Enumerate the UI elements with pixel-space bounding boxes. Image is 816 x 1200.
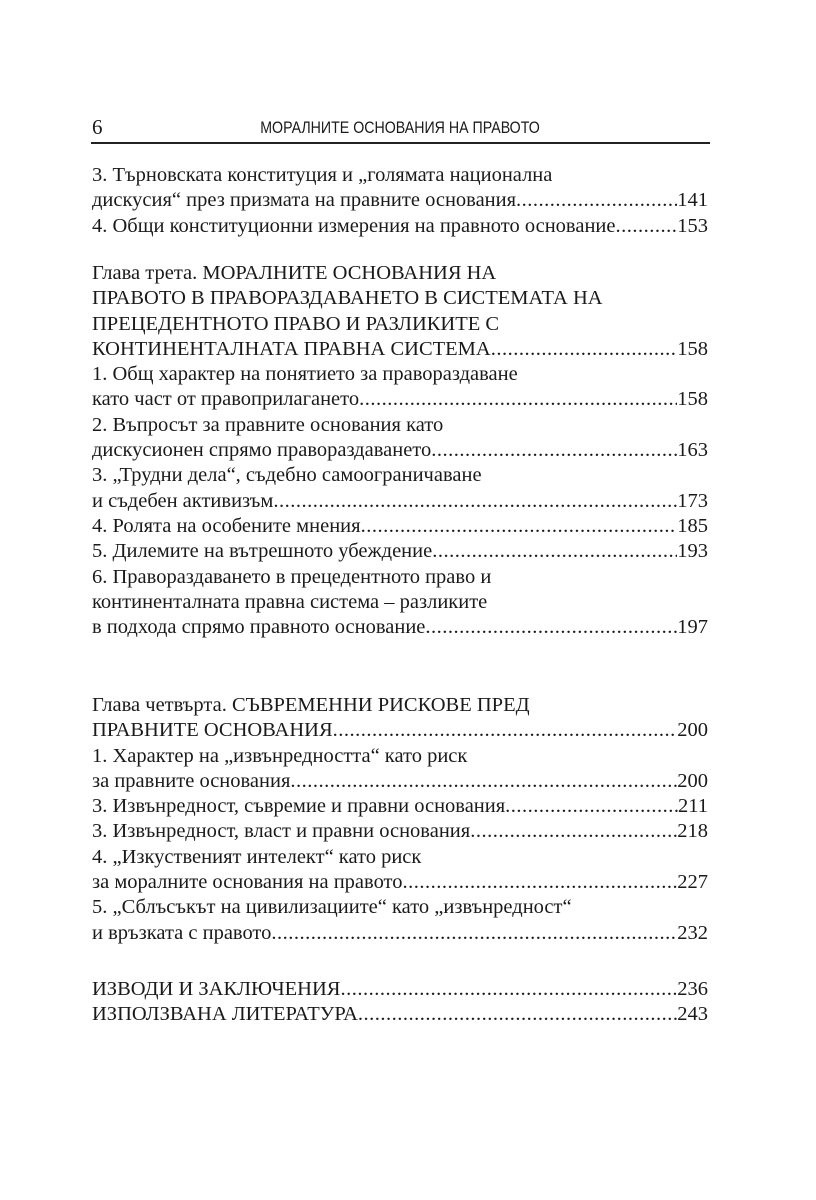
dot-leader (361, 514, 678, 539)
toc-group-chapter-4 (92, 693, 708, 946)
toc-entry-continued (92, 362, 708, 387)
dot-leader (358, 1002, 677, 1027)
toc-page-number: 173 (677, 489, 708, 512)
toc-entry-text: за правните основания (92, 769, 291, 792)
toc-entry-text: за моралните основания на правото (92, 871, 403, 894)
toc-page-number: 227 (677, 871, 708, 894)
toc-entry (92, 769, 708, 794)
toc-entry-text: дискусия“ през призмата на правните основания (92, 189, 517, 212)
dot-leader (425, 615, 677, 640)
toc-entry-text: и връзката с правото (92, 921, 272, 944)
toc-entry (92, 489, 708, 514)
toc-entry-text: Глава четвърта. СЪВРЕМЕННИ РИСКОВЕ ПРЕД (92, 694, 530, 716)
toc-entry-text: КОНТИНЕНТАЛНАТА ПРАВНА СИСТЕМА (92, 337, 491, 360)
toc-group-chapter-3 (92, 261, 708, 640)
toc-entry (92, 794, 708, 819)
toc-page-number: 163 (677, 439, 708, 462)
dot-leader (431, 438, 677, 463)
toc-entry (92, 214, 708, 239)
toc-entry (92, 718, 708, 743)
dot-leader (359, 387, 677, 412)
toc-entry-continued (92, 163, 708, 188)
toc-entry-continued (92, 590, 708, 615)
toc-entry-text: 1. Характер на „извънредността“ като риск (92, 744, 468, 767)
dot-leader (273, 489, 677, 514)
dot-leader (432, 539, 677, 564)
page-number: 6 (92, 115, 103, 139)
toc-entry-text: като част от правоприлагането (92, 388, 360, 411)
dot-leader (491, 337, 678, 362)
toc-entry-text: ПРАВОТО В ПРАВОРАЗДАВАНЕТО В СИСТЕМАТА НА (92, 287, 603, 310)
toc-page-number: 200 (677, 719, 708, 742)
toc-entry (92, 539, 708, 564)
toc-group-back-matter (92, 977, 708, 1028)
toc-page-number: 193 (677, 540, 708, 563)
toc-entry-text: ИЗПОЛЗВАНА ЛИТЕРАТУРА (92, 1003, 358, 1026)
toc-page-number: 200 (677, 769, 708, 792)
dot-leader (333, 718, 678, 743)
toc-page-number: 218 (677, 820, 708, 843)
toc-entry-text: 4. „Изкуственият интелект“ като риск (92, 845, 422, 868)
toc-entry-text: Глава трета. МОРАЛНИТЕ ОСНОВАНИЯ НА (92, 262, 497, 284)
header-rule (91, 142, 710, 144)
toc-entry-text: ПРАВНИТЕ ОСНОВАНИЯ (92, 719, 333, 742)
toc-entry (92, 387, 708, 412)
toc-entry (92, 514, 708, 539)
toc-entry-text: 4. Общи конституционни измерения на правното основание (92, 214, 616, 237)
toc-page-number: 243 (677, 1003, 708, 1026)
toc-page-number: 232 (677, 921, 708, 944)
toc-entry-continued (92, 413, 708, 438)
toc-entry-continued (92, 744, 708, 769)
toc-page-number: 141 (677, 189, 708, 212)
toc-entry (92, 819, 708, 844)
toc-entry-continued (92, 261, 708, 286)
toc-entry-text: 3. Извънредност, съвремие и правни основания (92, 795, 506, 818)
running-title: МОРАЛНИТЕ ОСНОВАНИЯ НА ПРАВОТО (260, 119, 540, 137)
toc-entry (92, 615, 708, 640)
toc-entry-continued (92, 895, 708, 920)
toc-entry-text: континенталната правна система – разликите (92, 590, 488, 613)
toc-entry-continued (92, 565, 708, 590)
toc-entry-text: 5. Дилемите на вътрешното убеждение (92, 540, 433, 563)
dot-leader (505, 794, 678, 819)
toc-entry-text: 3. Извънредност, власт и правни основания (92, 820, 471, 843)
toc-entry-text: в подхода спрямо правното основание (92, 616, 426, 639)
toc-page-number: 185 (677, 514, 708, 537)
toc-entry-text: 5. „Сблъсъкът на цивилизациите“ като „извънредност“ (92, 896, 572, 919)
toc-entry-text: 3. „Трудни дела“, съдебно самоограничаване (92, 464, 482, 487)
toc-page-number: 236 (677, 978, 708, 1000)
toc-entry-continued (92, 463, 708, 488)
toc-entry-text: 4. Ролята на особените мнения (92, 514, 361, 537)
toc-entry-text: 6. Правораздаването в прецедентното право и (92, 565, 492, 588)
toc-entry-text: и съдебен активизъм (92, 489, 274, 512)
toc-entry-text: 2. Въпросът за правните основания като (92, 413, 444, 436)
toc-group-chapter-2-end (92, 163, 708, 239)
toc-page-number: 158 (677, 388, 708, 411)
toc-entry (92, 977, 708, 1002)
toc-entry-continued (92, 286, 708, 311)
toc-entry-text: ПРЕЦЕДЕНТНОТО ПРАВО И РАЗЛИКИТЕ С (92, 312, 500, 335)
toc-page-number: 153 (677, 214, 708, 237)
toc-entry-continued (92, 693, 708, 718)
toc-page-number: 211 (678, 795, 708, 818)
dot-leader (470, 819, 677, 844)
toc-entry (92, 1002, 708, 1027)
dot-leader (271, 921, 677, 946)
dot-leader (516, 188, 677, 213)
toc-page-number: 197 (677, 616, 708, 639)
toc-entry-text: 1. Общ характер на понятието за правораздаване (92, 363, 518, 386)
toc-entry (92, 921, 708, 946)
toc-entry (92, 337, 708, 362)
toc-entry-continued (92, 845, 708, 870)
toc-entry-text: ИЗВОДИ И ЗАКЛЮЧЕНИЯ (92, 978, 341, 1000)
dot-leader (340, 977, 677, 1002)
dot-leader (290, 769, 677, 794)
toc-entry (92, 438, 708, 463)
toc-entry-text: 3. Търновската конституция и „голямата национална (92, 164, 553, 186)
toc-entry (92, 870, 708, 895)
dot-leader (402, 870, 677, 895)
toc-entry (92, 188, 708, 213)
toc-entry-continued (92, 312, 708, 337)
dot-leader (615, 214, 677, 239)
toc-page-number: 158 (677, 337, 708, 360)
toc-entry-text: дискусионен спрямо правораздаването (92, 439, 432, 462)
